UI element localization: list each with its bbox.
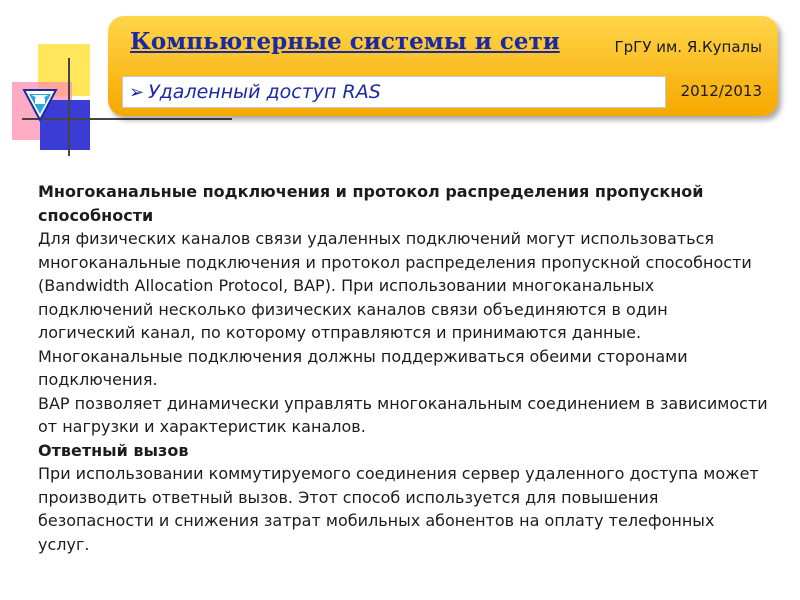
section-heading-multilink: Многоканальные подключения и протокол распределения пропускной способности: [38, 182, 704, 225]
header-banner: [108, 16, 778, 116]
academic-year: 2012/2013: [680, 82, 762, 100]
university-name: ГрГУ им. Я.Купалы: [614, 38, 762, 56]
university-logo-icon: [22, 86, 58, 122]
decor-vertical-line: [68, 58, 70, 156]
course-title: Компьютерные системы и сети: [130, 28, 560, 55]
slide-content: [38, 180, 768, 556]
paragraph-bap: BAP позволяет динамически управлять многоканальным соединением в зависимости от нагрузки и характеристик каналов.: [38, 393, 768, 436]
topic-box: [122, 76, 666, 108]
arrow-bullet-icon: ➢: [129, 81, 145, 103]
section-heading-callback: Ответный вызов: [38, 440, 189, 460]
paragraph-callback: При использовании коммутируемого соединения сервер удаленного доступа может производить ответный вызов. Этот способ используется для повышения безопасности и снижения затрат мобильных абонентов на оплату телефонных услуг.: [38, 464, 759, 554]
topic-title: Удаленный доступ RAS: [148, 81, 381, 103]
paragraph-multilink: Для физических каналов связи удаленных подключений могут использоваться многоканальные подключения и протокол распределения пропускной способности (Bandwidth Allocation Protocol, BAP). При использовании многоканальных подключений несколько физических каналов связи объединяются в один логический канал, по которому отправляются и принимаются данные. Многоканальные подключения должны поддерживаться обеими сторонами подключения.: [38, 229, 752, 389]
